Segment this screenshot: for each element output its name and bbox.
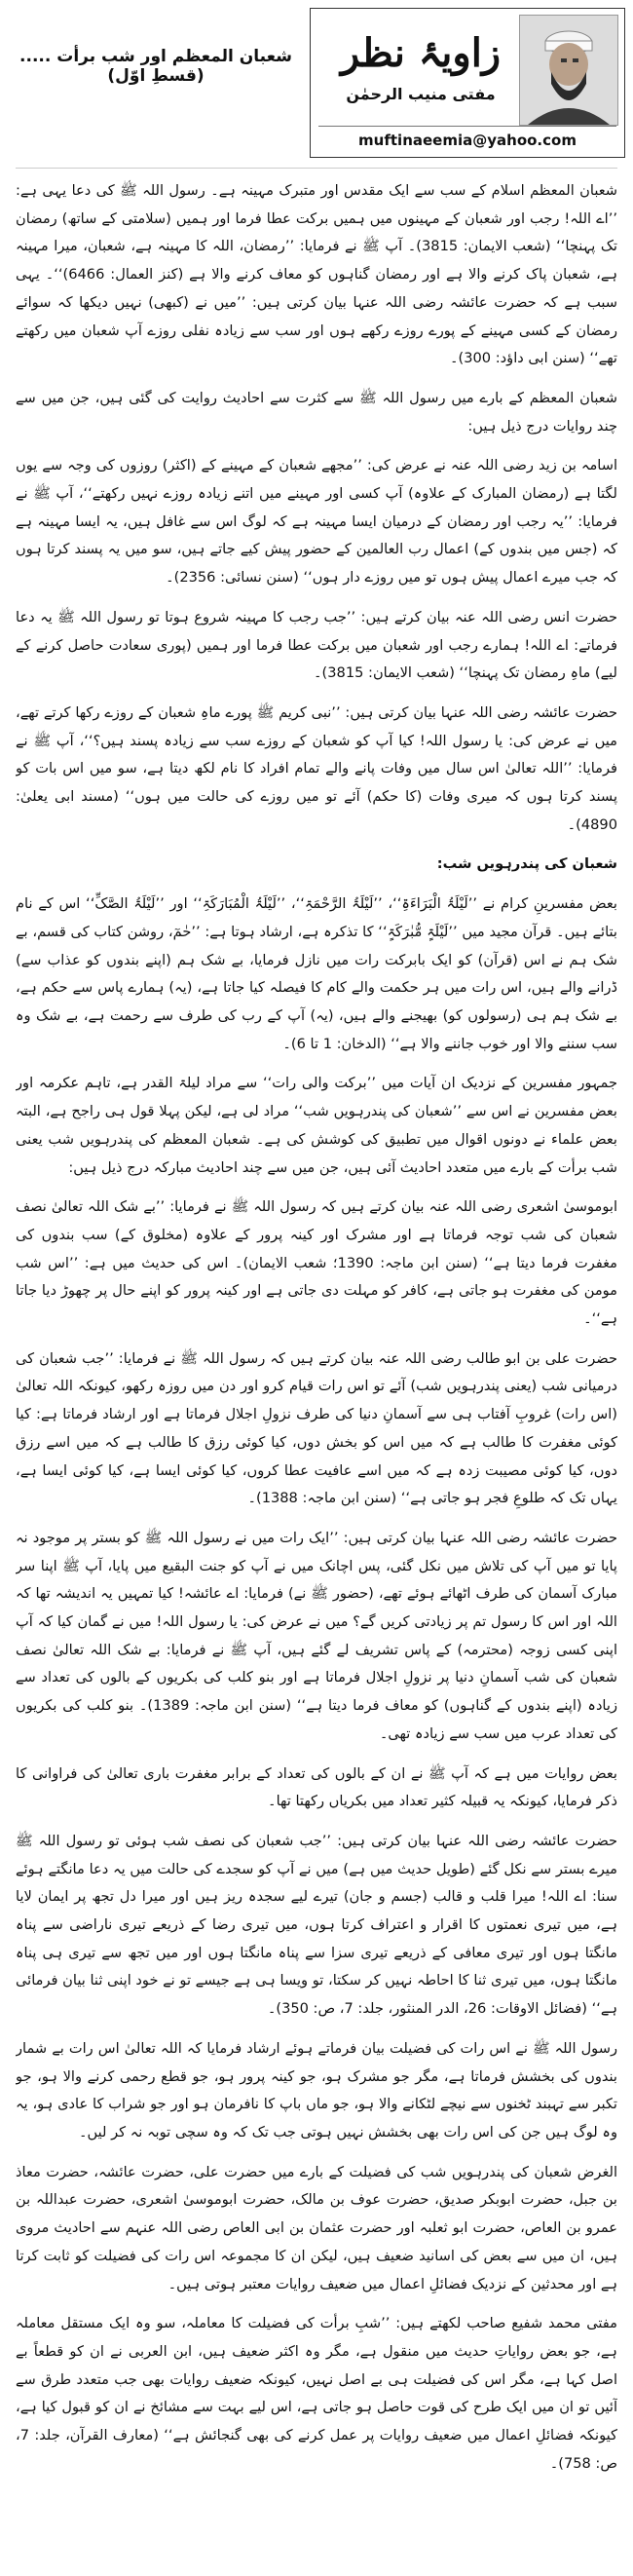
paragraph: ابوموسیٰ اشعری رضی اللہ عنہ بیان کرتے ہیں کہ رسول اللہ ﷺ نے فرمایا: ’’بے شک اللہ تعالیٰ نصف شعبان کی شب توجہ فرماتا ہے اور مشرک اور کینہ پرور کے علاوہ (مخلوق کے) سب بندوں کی مغفرت فرما دیتا ہے‘‘ (سنن ابن ماجہ: 1390؛ شعب الایمان)۔ اس کی حدیث میں ہے: ’’اس شب مومن کی مغفرت ہو جاتی ہے، کافر کو مہلت دی جاتی ہے اور کینہ پرور کو اپنے حال پر چھوڑ دیا جاتا ہے‘‘۔ [16,1198,617,1328]
paragraph: جمہور مفسرین کے نزدیک ان آیات میں ’’برکت والی رات‘‘ سے مراد لیلۃ القدر ہے، تاہم عکرمہ اور بعض مفسرین نے اس سے ’’شعبان کی پندرہویں شب‘‘ مراد لی ہے، لیکن پہلا قول ہی راجح ہے، البتہ بعض علماء نے دونوں اقوال میں تطبیق کی کوشش کی ہے۔ شعبان المعظم کی پندرہویں شب یعنی شب برأت کے بارے میں متعدد احادیث آئی ہیں، جن میں سے چند احادیث مبارکہ درج ذیل ہیں: [16,1075,617,1176]
paragraph: مفتی محمد شفیع صاحب لکھتے ہیں: ’’شبِ برأت کی فضیلت کا معاملہ، سو وہ ایک مستقل معاملہ ہے، جو بعض روایاتِ حدیث میں منقول ہے، مگر وہ اکثر ضعیف ہیں، ابن العربی نے ان کو قطعاً بے اصل کہا ہے، مگر اس کی فضیلت ہی بے اصل نہیں، کیونکہ ضعیف روایات بھی جب متعدد طرق سے آئیں تو ان میں ایک طرح کی قوت حاصل ہو جاتی ہے، اس لیے بہت سے مشائخ نے ان کو قبول کیا ہے، کیونکہ فضائلِ اعمال میں ضعیف روایات پر عمل کرنے کی بھی گنجائش ہے‘‘ (معارف القرآن، جلد: 7، ص: 758)۔ [16,2315,617,2472]
article-body [16,177,617,2566]
paragraph: الغرض شعبان کی پندرہویں شب کی فضیلت کے بارے میں حضرت علی، حضرت عائشہ، حضرت معاذ بن جبل، حضرت ابوبکر صدیق، حضرت عوف بن مالک، حضرت ابوموسیٰ اشعری، حضرت عبداللہ بن عمرو بن العاص، حضرت ابو ثعلبہ اور حضرت عثمان بن ابی العاص رضی اللہ عنہم سے احادیث مروی ہیں، ان میں سے بعض کی اسانید ضعیف ہیں، لیکن ان کا مجموعہ اس رات کی فضیلت کو ثابت کرتا ہے اور محدثین کے نزدیک فضائلِ اعمال میں ضعیف روایات معتبر ہوتی ہیں۔ [16,2163,617,2292]
paragraph: حضرت عائشہ رضی اللہ عنہا بیان کرتی ہیں: ’’جب شعبان کی نصف شب ہوئی تو رسول اللہ ﷺ میرے بستر سے نکل گئے (طویل حدیث میں ہے) میں نے آپ کو سجدے کی حالت میں یہ دعا مانگتے ہوئے سنا: اے اللہ! میرا قلب و قالب (جسم و جان) تیرے لیے سجدہ ریز ہیں اور میرا دل تجھ پر ایمان لایا ہے، میں تیری نعمتوں کا اقرار و اعتراف کرتا ہوں، میں تیری رضا کے ذریعے تیری ناراضی سے پناہ مانگتا ہوں اور تیری معافی کے ذریعے تیری سزا سے پناہ مانگتا ہوں اور میں تجھ سے تیری ہی پناہ مانگتا ہوں، میں تیری ثنا کا احاطہ نہیں کر سکتا، تو ویسا ہی ہے جیسے تو نے خود اپنی ثنا بیان فرمائی ہے‘‘ (فضائل الاوقات: 26، الدر المنثور، جلد: 7، ص: 350)۔ [16,1832,617,2018]
paragraph: بعض مفسرینِ کرام نے ’’لَیْلَۃُ الْبَرَاءَۃِ‘‘، ’’لَیْلَۃُ الرَّحْمَۃِ‘‘، ’’لَیْلَۃُ الْمُبَارَکَۃِ‘‘ اور ’’لَیْلَۃُ الصَّکِّ‘‘ اس کے نام بتائے ہیں۔ قرآن مجید میں ’’لَیْلَۃٍ مُّبٰرَکَۃٍ‘‘ کا تذکرہ ہے، ارشاد ہوتا ہے: ’’حٰمٓ، روشن کتاب کی قسم، بے شک ہم نے اس (قرآن) کو ایک بابرکت رات میں نازل فرمایا، بے شک ہم (اپنے بندوں کو عذاب سے) ڈرانے والے ہیں، اس رات میں ہر حکمت والے کام کا فیصلہ کیا جاتا ہے، (یہ) ہمارے پاس سے حکم ہے، بے شک ہم ہی (رسولوں کو) بھیجنے والے ہیں، (یہ) آپ کے رب کی طرف سے رحمت ہے، بے شک وہ سب سننے والا اور خوب جاننے والا ہے‘‘ (الدخان: 1 تا 6)۔ [16,895,617,1052]
author-photo-icon [520,16,617,125]
article-headline: شعبان المعظم اور شب برأت ..... (قسطِ اوّل) [19,47,292,86]
subheading: شعبان کی پندرہویں شب: [436,855,617,873]
author-name: مفتی منیب الرحمٰن [346,85,496,103]
paragraph: حضرت علی بن ابو طالب رضی اللہ عنہ بیان کرتے ہیں کہ رسول اللہ ﷺ نے فرمایا: ’’جب شعبان کی درمیانی شب (یعنی پندرہویں شب) آئے تو اس رات قیام کرو اور دن میں روزہ رکھو، کیونکہ اللہ تعالیٰ (اس رات) غروبِ آفتاب ہی سے آسمانِ دنیا کی طرف نزولِ اجلال فرماتا ہے اور ارشاد فرماتا ہے: کیا کوئی مغفرت کا طالب ہے کہ میں اس کو بخش دوں، کیا کوئی رزق کا طالب ہے کہ میں اسے رزق دوں، کیا کوئی مصیبت زدہ ہے کہ میں اسے عافیت عطا کروں، کیا کوئی ایسا ہے، کیا کوئی ایسا ہے، یہاں تک کہ طلوعِ فجر ہو جاتی ہے‘‘ (سنن ابن ماجہ: 1388)۔ [16,1349,617,1507]
paragraph: رسول اللہ ﷺ نے اس رات کی فضیلت بیان فرماتے ہوئے ارشاد فرمایا کہ اللہ تعالیٰ اس رات بے شمار بندوں کی بخشش فرماتا ہے، مگر جو مشرک ہو، جو کینہ پرور ہو، جو قطع رحمی کرنے والا ہو، جو تکبر سے تہبند ٹخنوں سے نیچے لٹکانے والا ہو، جو ماں باپ کا نافرمان ہو اور جو شراب کا عادی ہو، یہ وہ لوگ ہیں جن کی اس رات بھی بخشش نہیں ہوتی جب تک کہ وہ سچی توبہ نہ کر لیں۔ [16,2039,617,2140]
column-masthead [310,8,625,158]
header-divider [16,168,617,169]
paragraph: شعبان المعظم اسلام کے سب سے ایک مقدس اور متبرک مہینہ ہے۔ رسول اللہ ﷺ کی دعا یہی ہے: ’’اے اللہ! رجب اور شعبان کے مہینوں میں ہمیں برکت عطا فرما اور ہمیں (سلامتی کے ساتھ) رمضان تک پہنچا‘‘ (شعب الایمان: 3815)۔ آپ ﷺ نے فرمایا: ’’رمضان، اللہ کا مہینہ ہے، شعبان، میرا مہینہ ہے، شعبان پاک کرنے والا ہے اور رمضان گناہوں کو معاف کرنے والا ہے (کنز العمال: 6466)‘‘۔ یہی سبب ہے کہ حضرت عائشہ رضی اللہ عنہا بیان کرتی ہیں: ’’میں نے (کبھی) نہیں دیکھا کہ سوائے رمضان کے کسی مہینے کے پورے روزے رکھے ہوں اور سب سے زیادہ نفلی روزے آپ شعبان میں رکھتے تھے‘‘ (سنن ابی داؤد: 300)۔ [16,182,617,367]
paragraph: حضرت عائشہ رضی اللہ عنہا بیان کرتی ہیں: ’’نبی کریم ﷺ پورے ماہِ شعبان کے روزے رکھا کرتے تھے، میں نے عرض کی: یا رسول اللہ! کیا آپ کو شعبان کے روزے سب سے زیادہ پسند ہیں؟‘‘، آپ ﷺ نے فرمایا: ’’اللہ تعالیٰ اس سال میں وفات پانے والے تمام افراد کا نام لکھ دیتا ہے، سو میں اس بات کو پسند کرتا ہوں کہ میری وفات (کا حکم) آئے تو میں روزے کی حالت میں ہوں‘‘ (مسند ابی یعلیٰ: 4890)۔ [16,703,617,833]
paragraph: اسامہ بن زید رضی اللہ عنہ نے عرض کی: ’’مجھے شعبان کے مہینے کے (اکثر) روزوں کی وجہ سے یوں لگتا ہے (رمضان المبارک کے علاوہ) آپ کسی اور مہینے میں اتنے زیادہ روزے نہیں رکھتے‘‘، آپ ﷺ نے فرمایا: ’’یہ رجب اور رمضان کے درمیان ایسا مہینہ ہے کہ لوگ اس سے غافل ہیں، یہ ایسا مہینہ ہے کہ (جس میں بندوں کے) اعمال رب العالمین کے حضور پیش کیے جاتے ہیں، سو میں یہ پسند کرتا ہوں کہ جب میرے اعمال پیش ہوں تو میں روزے دار ہوں‘‘ (سنن نسائی: 2356)۔ [16,457,617,587]
paragraph: حضرت عائشہ رضی اللہ عنہا بیان کرتی ہیں: ’’ایک رات میں نے رسول اللہ ﷺ کو بستر پر موجود نہ پایا تو میں آپ کی تلاش میں نکل گئی، پس اچانک میں نے آپ کو جنت البقیع میں پایا، آپ ﷺ اپنا سر مبارک آسمان کی طرف اٹھائے ہوئے تھے، (حضور ﷺ نے) فرمایا: اے عائشہ! کیا تمہیں یہ اندیشہ تھا کہ اللہ اور اس کا رسول تم پر زیادتی کریں گے؟ میں نے عرض کی: یا رسول اللہ! میں نے گمان کیا کہ آپ اپنی کسی زوجہ (محترمہ) کے پاس تشریف لے گئے ہیں، آپ ﷺ نے فرمایا: بے شک اللہ تعالیٰ نصف شعبان کی شب آسمانِ دنیا پر نزولِ اجلال فرماتا ہے اور بنو کلب کی بکریوں کے بالوں کی تعداد سے زیادہ (اپنے بندوں کے گناہوں) کو معاف فرما دیتا ہے‘‘ (سنن ابن ماجہ: 1389)۔ بنو کلب کی بکریوں کی تعداد عرب میں سب سے زیادہ تھی۔ [16,1529,617,1742]
column-brand: زاویۂ نظر [340,30,502,76]
author-email[interactable]: muftinaeemia@yahoo.com [358,132,577,149]
masthead-divider [318,126,616,127]
author-portrait [519,15,618,126]
paragraph: شعبان المعظم کے بارے میں رسول اللہ ﷺ سے کثرت سے احادیث روایت کی گئی ہیں، جن میں سے چند روایات درج ذیل ہیں: [16,389,617,435]
paragraph: حضرت انس رضی اللہ عنہ بیان کرتے ہیں: ’’جب رجب کا مہینہ شروع ہوتا تو رسول اللہ ﷺ یہ دعا فرماتے: اے اللہ! ہمارے رجب اور شعبان میں برکت عطا فرما اور ہمیں (پوری سعادت حاصل کرنے کے لیے) ماہِ رمضان تک پہنچا‘‘ (شعب الایمان: 3815)۔ [16,608,617,682]
paragraph: بعض روایات میں ہے کہ آپ ﷺ نے ان کے بالوں کی تعداد کے برابر مغفرت باری تعالیٰ کی فراوانی کا ذکر فرمایا، کیونکہ یہ قبیلہ کثیر تعداد میں بکریاں رکھتا تھا۔ [16,1764,617,1810]
